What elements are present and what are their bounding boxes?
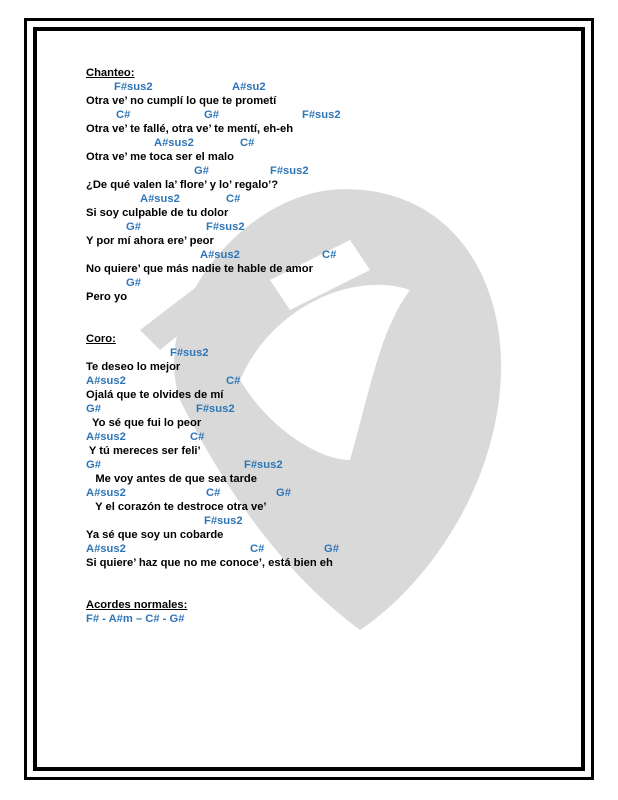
chord-label: F#sus2: [114, 81, 153, 93]
chord-label: A#su2: [232, 81, 266, 93]
lyric-line: Y por mí ahora ere’ peor: [86, 235, 214, 247]
chord-row: [86, 374, 566, 388]
chord-row: [86, 164, 566, 178]
chord-label: C#: [226, 193, 241, 205]
chord-row: [86, 458, 566, 472]
chord-label: A#sus2: [86, 543, 126, 555]
chord-label: C#: [322, 249, 337, 261]
lyric-line: Si soy culpable de tu dolor: [86, 207, 229, 219]
chord-label: C#: [116, 109, 131, 121]
chord-label: A#sus2: [86, 487, 126, 499]
chord-row: [86, 192, 566, 206]
chord-label: A#sus2: [86, 375, 126, 387]
lyric-line: Y tú mereces ser feli’: [86, 445, 201, 457]
lyric-line: Te deseo lo mejor: [86, 361, 181, 373]
chord-row: [86, 430, 566, 444]
chord-label: C#: [226, 375, 241, 387]
lyric-line: ¿De qué valen la’ flore’ y lo’ regalo’?: [86, 179, 279, 191]
chord-row: [86, 248, 566, 262]
chord-label: F#sus2: [302, 109, 341, 121]
chanteo-heading: Chanteo:: [86, 67, 135, 79]
chord-row: [86, 136, 566, 150]
lyric-line: Otra ve’ no cumplí lo que te prometí: [86, 95, 277, 107]
lyric-line: Otra ve’ te fallé, otra ve’ te mentí, eh-eh: [86, 123, 294, 135]
chord-label: G#: [126, 277, 141, 289]
lyric-line: Ya sé que soy un cobarde: [86, 529, 224, 541]
chord-label: F#sus2: [206, 221, 245, 233]
chord-label: C#: [206, 487, 221, 499]
chord-label: G#: [324, 543, 339, 555]
chord-row: [86, 346, 566, 360]
chord-label: C#: [190, 431, 205, 443]
chord-label: C#: [250, 543, 265, 555]
lyric-line: Me voy antes de que sea tarde: [86, 473, 257, 485]
lyric-line: Ojalá que te olvides de mí: [86, 389, 224, 401]
chord-row: [86, 402, 566, 416]
chord-label: A#sus2: [86, 431, 126, 443]
chord-label: F#sus2: [270, 165, 309, 177]
chord-label: A#sus2: [140, 193, 180, 205]
lyric-line: Pero yo: [86, 291, 128, 303]
lyric-line: Yo sé que fui lo peor: [86, 417, 202, 429]
lyrics-sheet: [86, 66, 566, 626]
chord-label: F#sus2: [244, 459, 283, 471]
chord-row: [86, 514, 566, 528]
chord-label: G#: [276, 487, 291, 499]
chord-label: A#sus2: [200, 249, 240, 261]
acordes-heading: Acordes normales:: [86, 599, 188, 611]
lyric-line: Y el corazón te destroce otra ve’: [86, 501, 267, 513]
chord-label: G#: [194, 165, 209, 177]
coro-heading: Coro:: [86, 333, 116, 345]
chord-label: G#: [204, 109, 219, 121]
chord-row: [86, 80, 566, 94]
chord-label: F#sus2: [196, 403, 235, 415]
chord-label: A#sus2: [154, 137, 194, 149]
chord-row: [86, 220, 566, 234]
chord-label: G#: [86, 403, 101, 415]
lyric-line: No quiere’ que más nadie te hable de amor: [86, 263, 313, 275]
chord-label: F#sus2: [170, 347, 209, 359]
chord-label: G#: [86, 459, 101, 471]
chord-row: [86, 276, 566, 290]
chord-label: G#: [126, 221, 141, 233]
chord-row: [86, 108, 566, 122]
chord-label: F#sus2: [204, 515, 243, 527]
lyric-line: Otra ve’ me toca ser el malo: [86, 151, 234, 163]
chord-summary: F# - A#m – C# - G#: [86, 613, 185, 625]
chord-label: C#: [240, 137, 255, 149]
chord-row: [86, 542, 566, 556]
lyric-line: Si quiere’ haz que no me conoce’, está bien eh: [86, 557, 333, 569]
chord-row: [86, 486, 566, 500]
